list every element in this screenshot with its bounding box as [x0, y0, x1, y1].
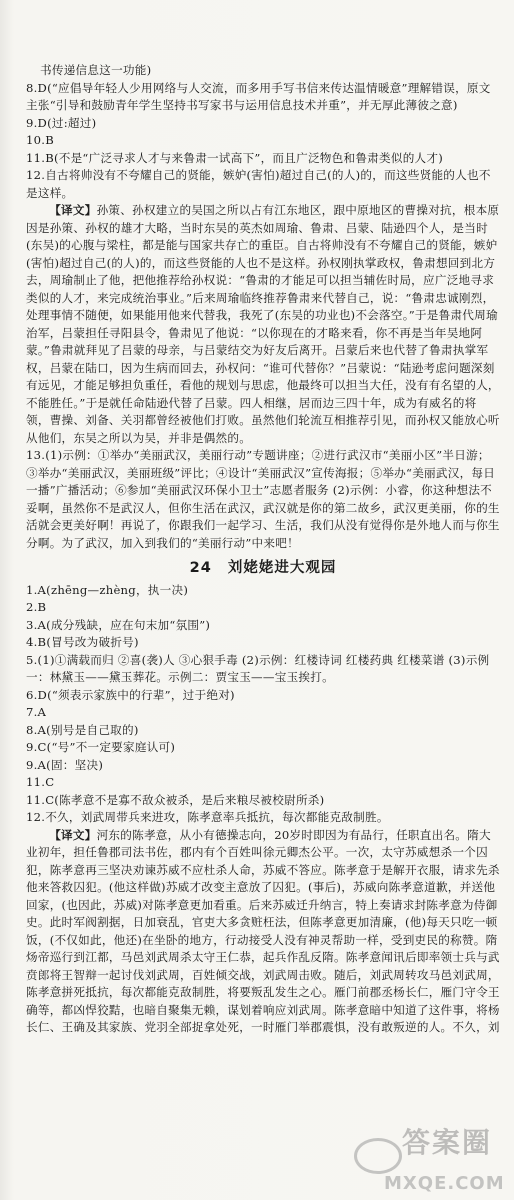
answer-item: 5.(1)①满载而归 ②喜(袭)人 ③心狠手毒 (2)示例：红楼诗词 红楼药典 红楼菜谱 (3)示例一：林黛玉——黛玉葬花。示例二：贾宝玉——宝玉挨打。	[26, 652, 490, 684]
watermark-badge-icon	[354, 1138, 402, 1174]
translation-text: 孙策、孙权建立的吴国之所以占有江东地区，跟中原地区的曹操对抗，根本原因是孙策、孙权的雄才大略，当时东吴的英杰如周瑜、鲁肃、吕蒙、陆逊四个人，是当时(东吴)的心腹与梁柱，都是能与国家共存亡的重臣。自古将帅没有不夸耀自己的贤能，嫉妒(害怕)超过自己(的人)的，而这些贤能的人也不是这样。孙权刚执掌政权，鲁肃想回到北方去，周瑜制止了他，把他推荐给孙权说：“鲁肃的才能足可以担当辅佐时局，应广泛地寻求类似的人才，来完成统治事业。”后来周瑜临终推荐鲁肃来代替自己，说：“鲁肃忠诚刚烈，处理事情不随便，如果能用他来代替我，我死了(东吴的功业也)不会落空。”于是鲁肃代周瑜治军，吕蒙担任寻阳县令，鲁肃见了他说：“以你现在的才略来看，你不再是当年吴地阿蒙。”鲁肃就拜见了吕蒙的母亲，与吕蒙结交为好友后离开。吕蒙后来也代替了鲁肃执掌军权，吕蒙在陆口，因为生病而回去，孙权问：“谁可代替你？”吕蒙说：“陆逊考虑问题深刻有远见，才能足够担负重任，看他的规划与思虑，他最终可以担当大任，没有有名望的人，不能胜任。”于是就任命陆逊代替了吕蒙。四人相继，居而边三四十年，成为有威名的将领，曹操、刘备、关羽都曾经被他们打败。虽然他们轮流互相推荐引见，而孙权又能放心听从他们，东吴之所以为吴，并非是偶然的。	[26, 203, 500, 445]
section-number: 24	[189, 560, 212, 576]
watermark-logo	[354, 1126, 505, 1194]
watermark-url: MXQE.COM	[384, 1172, 505, 1194]
answers-group-b	[26, 582, 500, 827]
answer-item: 9.D(过:超过)	[26, 115, 97, 130]
section-title: 刘姥姥进大观园	[227, 560, 337, 576]
answers-group-a	[26, 80, 500, 203]
answer-item: 2.B	[26, 600, 47, 614]
answer-item: 12.不久，刘武周带兵来进攻，陈孝意率兵抵抗，每次都能克敌制胜。	[26, 810, 389, 824]
answer-item: 3.A(成分残缺，应在句末加“氛围”)	[26, 617, 211, 632]
translation-text: 河东的陈孝意，从小有德操志向，20岁时即因为有品行，任职直出名。隋大业初年，担任鲁郡司法书佐，郡内有个百姓叫徐元卿杰公平。一次，太守苏威想杀一个囚犯，陈孝意再三坚决劝谏苏威不应杜杀人命，苏威不答应。陈孝意于是解开衣服，请求先杀他来答救囚犯。(他这样做)苏威才改变主意放了囚犯。(事后)，苏威向陈孝意道歉，并送他回家，(也因此，苏威)对陈孝意更加看重。后来苏威迁升纳言，特上奏请求封陈孝意为侍御史。此时军阀割据，日加衰乱，官吏大多贪赃枉法，但陈孝意更加清廉，(他)每天只吃一顿饭，(不仅如此，他还)在坐卧的地方，行动接受人没有神灵帮助一样，受到吏民的称赞。隋炀帝巡行到江都，马邑刘武周杀太守王仁恭，起兵作乱反隋。陈孝意闻讯后即率领士兵与武贲郎将王智辩一起讨伐刘武周，百姓倾交战，刘武周击败。随后，刘武周转攻马邑刘武周，陈孝意拼死抵抗，每次都能克敌制胜，将要叛乱发生之心。雁门前郡丞杨长仁，雁门守令王确等，都凶悍狡黠，也暗自聚集无赖，谋划着响应刘武周。陈孝意暗中知道了这件事，将杨长仁、王确及其家族、党羽全部捉拿处死，一时雁门举郡震惧，没有敢叛逆的人。不久，刘	[26, 827, 500, 1034]
answer-item: 7.A	[26, 705, 47, 719]
answer-item: 11.C	[26, 775, 55, 789]
translation-tag: 【译文】	[49, 827, 97, 842]
translation-tag: 【译文】	[49, 203, 97, 217]
answer-item: 4.B(冒号改为破折号)	[26, 635, 139, 649]
translation-a	[26, 202, 500, 447]
answer-13: 13.(1)示例：①举办“美丽武汉，美丽行动”专题讲座；②进行武汉市“美丽小区”半日游；③举办“美丽武汉，美丽班级”评比；④设计“美丽武汉”宣传海报；⑤举办“美丽武汉，每日一播”广播活动；⑥参加“美丽武汉环保小卫士”志愿者服务 (2)示例：小睿，你这种想法不妥啊，虽然你不是武汉人，但你生活在武汉，武汉就是你的第二故乡，武汉更美丽，你的生活就会更美好啊！再说了，你跟我们一起学习、生活，我们从没有觉得你是外地人而与你生分啊。为了武汉，加入到我们的“美丽行动”中来吧！	[26, 448, 500, 550]
translation-b	[26, 827, 500, 1037]
section-heading	[26, 560, 500, 578]
answer-item: 8.D(“应倡导年轻人少用网络与人交流，而多用手写书信来传达温情暖意”理解错误，原文主张“引导和鼓励青年学生坚持书写家书与运用信息技术并重”，并无厚此薄彼之意)	[26, 80, 491, 112]
answer-item: 1.A(zhēng—zhèng，执一决)	[26, 582, 189, 597]
answer-item: 10.B	[26, 133, 54, 147]
answer-item: 9.C(“号”不一定要家庭认可)	[26, 740, 176, 754]
top-fragment: 书传递信息这一功能)	[40, 63, 152, 77]
answer-item: 11.C(陈孝意不是寡不敌众被杀，是后来粮尽被校尉所杀)	[26, 792, 325, 807]
answer-item: 9.A(固：坚决)	[26, 757, 104, 772]
answer-item: 11.B(不是“广泛寻求人才与来鲁肃一试高下”，而且广泛物色和鲁肃类似的人才)	[26, 150, 444, 165]
watermark-logo-text: 答案圈	[402, 1126, 493, 1159]
answer-item: 8.A(别号是自己取的)	[26, 722, 139, 737]
answer-item: 6.D(“须表示家族中的行辈”，过于绝对)	[26, 687, 235, 702]
answer-item: 12.自古将帅没有不夸耀自己的贤能，嫉妒(害怕)超过自己(的人)的，而这些贤能的人也不是这样。	[26, 168, 491, 200]
